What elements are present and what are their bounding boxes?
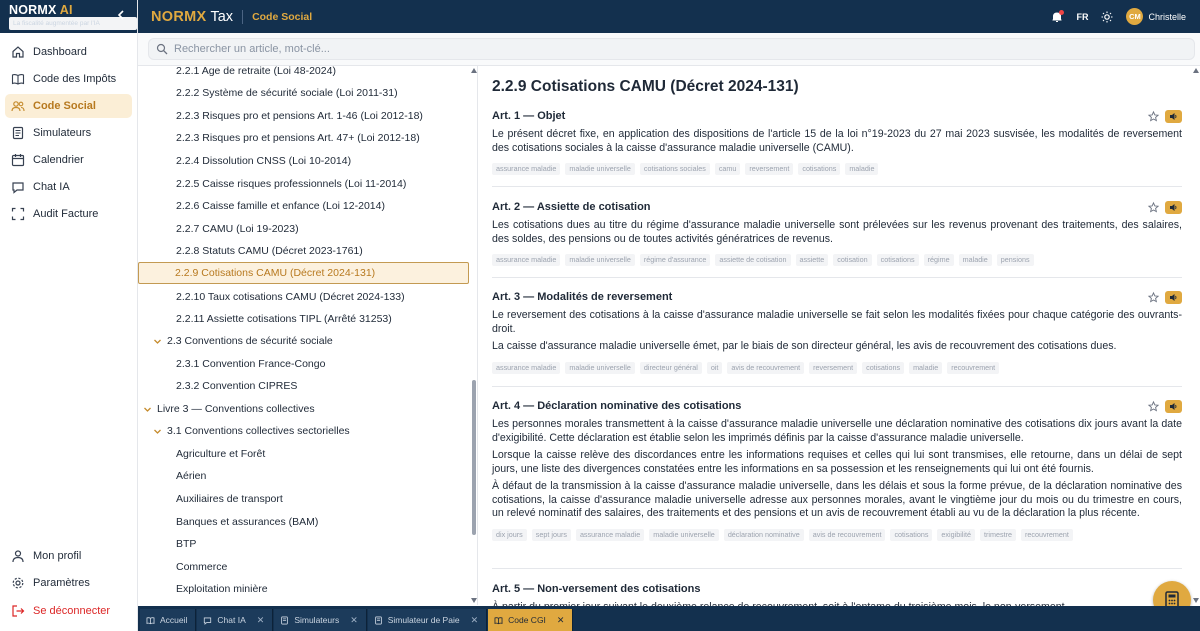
keyword-tag[interactable]: assiette xyxy=(796,254,829,266)
tree-item[interactable] xyxy=(176,308,392,330)
tree-item-label: 3.1 Conventions collectives sectorielles xyxy=(167,425,350,437)
article-actions xyxy=(1148,201,1182,214)
tree-item-label: 2.2.5 Caisse risques professionnels (Loi 11-2014) xyxy=(176,178,407,190)
tree-item[interactable] xyxy=(176,443,265,465)
users-icon xyxy=(11,99,25,113)
nav-chat-ia[interactable] xyxy=(5,175,132,199)
close-icon[interactable]: ✕ xyxy=(556,614,565,625)
nav-label: Code des Impôts xyxy=(33,73,117,85)
document-icon xyxy=(11,126,25,140)
keyword-tag[interactable]: exigibilité xyxy=(937,529,975,541)
chevron-down-icon xyxy=(153,427,162,436)
scan-icon xyxy=(11,207,25,221)
scroll-down-icon[interactable] xyxy=(1193,598,1199,603)
tree-item[interactable] xyxy=(176,465,206,487)
content-scrollbar[interactable] xyxy=(1192,66,1200,605)
search-box[interactable] xyxy=(148,38,1195,60)
tab-label: Code CGI xyxy=(508,615,546,625)
keyword-tag[interactable]: reversement xyxy=(745,163,793,175)
tree-item[interactable] xyxy=(176,82,398,104)
tab-label: Simulateurs xyxy=(294,615,340,625)
keyword-tag[interactable]: pensions xyxy=(997,254,1034,266)
read-aloud-button[interactable] xyxy=(1165,201,1182,214)
tab-label: Accueil xyxy=(160,615,188,625)
article-2 xyxy=(492,200,1182,266)
tree-item-label: Livre 3 — Conventions collectives xyxy=(157,403,315,415)
article-actions xyxy=(1148,110,1182,123)
chevron-down-icon xyxy=(153,337,162,346)
tree-item-label: 2.2.3 Risques pro et pensions Art. 47+ (Loi 2012-18) xyxy=(176,132,420,144)
notifications-button[interactable] xyxy=(1051,11,1063,23)
book-icon xyxy=(146,616,155,625)
keyword-tag[interactable]: assiette de cotisation xyxy=(715,254,790,266)
star-icon[interactable] xyxy=(1148,111,1159,122)
keyword-tag[interactable]: trimestre xyxy=(980,529,1016,541)
tree-item-label: 2.2.9 Cotisations CAMU (Décret 2024-131) xyxy=(175,267,376,279)
article-paragraph: Lorsque la caisse relève des discordances entre les informations requises et celles qui lui sont transmises, elle retourne, dans un délai de sept jours, une liste des divergences constatées entre les informations en sa possession et les renseignements qui lui ont été fournis. xyxy=(492,449,1182,475)
nav-label: Simulateurs xyxy=(33,127,92,139)
keyword-tag[interactable]: recouvrement xyxy=(947,362,999,374)
nav-dashboard[interactable] xyxy=(5,40,132,64)
logout-icon xyxy=(11,604,25,618)
keyword-tag[interactable]: recouvrement xyxy=(1021,529,1073,541)
keyword-tag[interactable]: reversement xyxy=(809,362,857,374)
main-nav xyxy=(0,33,137,226)
nav-calendrier[interactable] xyxy=(5,148,132,172)
keyword-tag[interactable]: régime d'assurance xyxy=(640,254,711,266)
keyword-tag[interactable]: cotisations xyxy=(798,163,840,175)
keyword-tag[interactable]: déclaration nominative xyxy=(724,529,804,541)
nav-parametres[interactable] xyxy=(5,571,132,595)
keyword-tag[interactable]: sept jours xyxy=(532,529,571,541)
tree-item-label: Auxiliaires de transport xyxy=(176,493,283,505)
nav-mon-profil[interactable] xyxy=(5,544,132,568)
tag-list xyxy=(492,529,1182,541)
tree-item-label: 2.3.2 Convention CIPRES xyxy=(176,380,298,392)
tree-item-label: 2.2.3 Risques pro et pensions Art. 1-46 (Loi 2012-18) xyxy=(176,110,423,122)
logo-ai-text: AI xyxy=(59,3,73,17)
document-icon xyxy=(280,616,289,625)
nav-label: Audit Facture xyxy=(33,208,99,220)
tree-item-label: 2.2.8 Statuts CAMU (Décret 2023-1761) xyxy=(176,245,363,257)
article-title: Art. 4 — Déclaration nominative des cotisations xyxy=(492,400,742,412)
read-aloud-button[interactable] xyxy=(1165,400,1182,413)
app-name: NORMX xyxy=(151,8,207,25)
article-panel xyxy=(479,66,1192,605)
scroll-up-icon[interactable] xyxy=(471,68,477,73)
close-icon[interactable]: ✕ xyxy=(470,614,479,625)
article-title: Art. 5 — Non-versement des cotisations xyxy=(492,583,701,595)
speaker-icon xyxy=(1169,203,1178,212)
article-paragraph: Les cotisations dues au titre du régime d'assurance maladie universelle sont prélevées sur les revenus provenant des traitements, des salaires, des soldes, des pensions ou de toutes activités génératrices de revenus. xyxy=(492,219,1182,245)
star-icon[interactable] xyxy=(1148,401,1159,412)
keyword-tag[interactable]: assurance maladie xyxy=(492,163,560,175)
tab-label: Simulateur de Paie xyxy=(387,615,460,625)
tab-code-cgi[interactable] xyxy=(488,609,573,631)
tree-item-label: 2.2.7 CAMU (Loi 19-2023) xyxy=(176,223,299,235)
article-divider xyxy=(492,568,1182,569)
keyword-tag[interactable]: dix jours xyxy=(492,529,527,541)
nav-label: Chat IA xyxy=(33,181,70,193)
tree-item-label: 2.3.1 Convention France-Congo xyxy=(176,358,326,370)
keyword-tag[interactable]: avis de recouvrement xyxy=(809,529,886,541)
speaker-icon xyxy=(1169,402,1178,411)
keyword-tag[interactable]: avis de recouvrement xyxy=(727,362,804,374)
search-input[interactable] xyxy=(174,43,1074,55)
logo-text: NORMX xyxy=(9,3,57,17)
book-icon xyxy=(11,72,25,86)
nav-code-des-impots[interactable] xyxy=(5,67,132,91)
keyword-tag[interactable]: maladie xyxy=(959,254,992,266)
avatar[interactable]: CM xyxy=(1126,8,1143,25)
book-icon xyxy=(494,616,503,625)
brand xyxy=(0,0,137,33)
article-paragraph: Le présent décret fixe, en application des dispositions de l'article 15 de la loi n°19-2023 du 27 mai 2023 susvisée, les modalités de reversement des cotisations sociales à la caisse d'assurance maladie universelle (CAMU). xyxy=(492,128,1182,154)
tree-item-label: Banques et assurances (BAM) xyxy=(176,516,319,528)
keyword-tag[interactable]: maladie xyxy=(909,362,942,374)
nav-label: Code Social xyxy=(33,100,96,112)
scroll-up-icon[interactable] xyxy=(1193,68,1199,73)
tree-item-label: 2.2.10 Taux cotisations CAMU (Décret 2024-133) xyxy=(176,291,405,303)
article-title: Art. 1 — Objet xyxy=(492,110,566,122)
star-icon[interactable] xyxy=(1148,292,1159,303)
keyword-tag[interactable]: cotisations xyxy=(890,529,932,541)
tag-list xyxy=(492,362,1182,374)
document-icon xyxy=(374,616,383,625)
article-divider xyxy=(492,186,1182,187)
sun-icon[interactable] xyxy=(1101,11,1113,23)
chevron-down-icon xyxy=(143,405,152,414)
tree-scrollbar[interactable] xyxy=(470,66,478,605)
tree-item-label: 2.2.11 Assiette cotisations TIPL (Arrêté 31253) xyxy=(176,313,392,325)
nav-label: Dashboard xyxy=(33,46,87,58)
top-bar xyxy=(138,0,1200,33)
tree-item-label: Agriculture et Forêt xyxy=(176,448,266,460)
language-toggle[interactable]: FR xyxy=(1076,11,1089,22)
app-suffix: Tax xyxy=(210,8,234,25)
tab-simulateur-de-paie[interactable] xyxy=(368,609,487,631)
article-title: Art. 2 — Assiette de cotisation xyxy=(492,201,651,213)
tree-item-label: BTP xyxy=(176,538,197,550)
logout-button[interactable] xyxy=(5,599,132,623)
tree-item[interactable] xyxy=(176,60,336,82)
user-icon xyxy=(11,549,25,563)
keyword-tag[interactable]: maladie xyxy=(845,163,878,175)
tree-item[interactable] xyxy=(176,488,283,510)
tree-item-label: Aérien xyxy=(176,470,207,482)
tree-item[interactable] xyxy=(176,511,318,533)
code-tree xyxy=(138,66,478,605)
article-actions xyxy=(1148,291,1182,304)
tree-item[interactable] xyxy=(176,353,325,375)
article-paragraph: Le reversement des cotisations à la caisse d'assurance maladie universelle se fait selon les modalités fixées pour chaque catégorie des ouvrants-droit. xyxy=(492,309,1182,335)
read-aloud-button[interactable] xyxy=(1165,291,1182,304)
tab-chat-ia[interactable] xyxy=(197,609,273,631)
scroll-down-icon[interactable] xyxy=(471,598,477,603)
section-title: Code Social xyxy=(252,10,313,23)
article-title: Art. 3 — Modalités de reversement xyxy=(492,291,673,303)
header-actions xyxy=(1051,0,1186,33)
article-3 xyxy=(492,290,1182,374)
tree-item[interactable] xyxy=(176,375,297,397)
tree-item[interactable] xyxy=(176,556,227,578)
nav-code-social[interactable] xyxy=(5,94,132,118)
header-divider xyxy=(242,10,243,24)
article-divider xyxy=(492,277,1182,278)
user-name[interactable]: Christelle xyxy=(1148,11,1186,22)
keyword-tag[interactable]: oit xyxy=(707,362,723,374)
tree-section-3-1[interactable] xyxy=(153,420,350,442)
tree-scrollbar-thumb[interactable] xyxy=(472,380,476,535)
tab-label: Chat IA xyxy=(217,615,246,625)
tree-item-label: 2.2.2 Système de sécurité sociale (Loi 2011-31) xyxy=(176,87,398,99)
tree-item-label: Exploitation minière xyxy=(176,583,268,595)
keyword-tag[interactable]: assurance maladie xyxy=(492,362,560,374)
keyword-tag[interactable]: maladie universelle xyxy=(565,362,635,374)
tag-list xyxy=(492,254,1182,266)
keyword-tag[interactable]: assurance maladie xyxy=(576,529,644,541)
nav-simulateurs[interactable] xyxy=(5,121,132,145)
gear-icon xyxy=(11,576,25,590)
chat-icon xyxy=(203,616,212,625)
nav-label: Mon profil xyxy=(33,550,82,562)
tree-item[interactable] xyxy=(176,173,406,195)
keyword-tag[interactable]: maladie universelle xyxy=(565,254,635,266)
keyword-tag[interactable]: régime xyxy=(924,254,954,266)
tree-item[interactable] xyxy=(176,240,363,262)
keyword-tag[interactable]: assurance maladie xyxy=(492,254,560,266)
tree-item[interactable] xyxy=(176,127,420,149)
sidebar-footer xyxy=(0,541,137,631)
keyword-tag[interactable]: directeur général xyxy=(640,362,702,374)
tag-list xyxy=(492,163,1182,175)
search-icon xyxy=(156,43,168,55)
speaker-icon xyxy=(1169,112,1178,121)
article-paragraph: Les personnes morales transmettent à la caisse d'assurance maladie universelle une déclaration nominative des cotisations dix jours avant la date d'exigibilité. Cette déclaration est établie selon les imprimés définis par la caisse d'assurance maladie universelle. xyxy=(492,418,1182,444)
tree-item-label: Commerce xyxy=(176,561,228,573)
keyword-tag[interactable]: cotisations sociales xyxy=(640,163,710,175)
keyword-tag[interactable]: cotisations xyxy=(862,362,904,374)
nav-label: Paramètres xyxy=(33,577,90,589)
close-icon[interactable]: ✕ xyxy=(256,614,265,625)
calendar-icon xyxy=(11,153,25,167)
nav-label: Se déconnecter xyxy=(33,605,111,617)
sidebar xyxy=(0,0,138,631)
tab-bar xyxy=(138,606,1200,631)
tree-item[interactable] xyxy=(176,578,268,600)
article-1 xyxy=(492,109,1182,175)
tree-section-2-3[interactable] xyxy=(153,330,333,352)
tab-accueil[interactable] xyxy=(140,609,196,631)
brand-tagline: La fiscalité augmentée par l'IA xyxy=(9,17,137,30)
notification-dot xyxy=(1059,10,1064,15)
keyword-tag[interactable]: cotisations xyxy=(877,254,919,266)
read-aloud-button[interactable] xyxy=(1165,110,1182,123)
tree-book-3[interactable] xyxy=(143,398,315,420)
tree-item[interactable] xyxy=(176,150,351,172)
tree-item-label: 2.3 Conventions de sécurité sociale xyxy=(167,335,333,347)
tree-item[interactable] xyxy=(176,533,196,555)
tree-item[interactable] xyxy=(176,218,299,240)
chat-icon xyxy=(11,180,25,194)
tree-item[interactable] xyxy=(176,105,423,127)
tree-item-selected[interactable] xyxy=(138,262,469,284)
page-title: 2.2.9 Cotisations CAMU (Décret 2024-131) xyxy=(492,78,799,95)
keyword-tag[interactable]: maladie universelle xyxy=(649,529,719,541)
nav-label: Calendrier xyxy=(33,154,84,166)
home-icon xyxy=(11,45,25,59)
tree-item[interactable] xyxy=(176,195,385,217)
close-icon[interactable]: ✕ xyxy=(350,614,358,625)
tree-item[interactable] xyxy=(176,286,405,308)
keyword-tag[interactable]: cotisation xyxy=(833,254,871,266)
nav-audit-facture[interactable] xyxy=(5,202,132,226)
article-paragraph: À défaut de la transmission à la caisse d'assurance maladie universelle, dans les délais et sous la forme prévue, de la déclaration nominative des cotisations, la caisse d'assurance maladie universelle adresse aux personnes morales, avant le vingtième jour du mois ou du trimestre en cours, un relevé nominatif des salaires, des traitements et des pensions et un avis de recouvrement établi au vu de la déclaration la plus récente. xyxy=(492,480,1182,519)
speaker-icon xyxy=(1169,293,1178,302)
tree-item-label: 2.2.1 Age de retraite (Loi 48-2024) xyxy=(176,65,336,77)
keyword-tag[interactable]: camu xyxy=(715,163,741,175)
collapse-sidebar-icon[interactable] xyxy=(115,9,127,21)
article-4 xyxy=(492,399,1182,541)
tree-item-label: 2.2.4 Dissolution CNSS (Loi 10-2014) xyxy=(176,155,352,167)
tree-item-label: 2.2.6 Caisse famille et enfance (Loi 12-2014) xyxy=(176,200,385,212)
article-divider xyxy=(492,386,1182,387)
article-paragraph: La caisse d'assurance maladie universelle émet, par le biais de son directeur général, les avis de recouvrement des cotisations dues. xyxy=(492,340,1117,352)
keyword-tag[interactable]: maladie universelle xyxy=(565,163,635,175)
article-actions xyxy=(1148,400,1182,413)
tab-simulateurs[interactable] xyxy=(274,609,366,631)
star-icon[interactable] xyxy=(1148,202,1159,213)
